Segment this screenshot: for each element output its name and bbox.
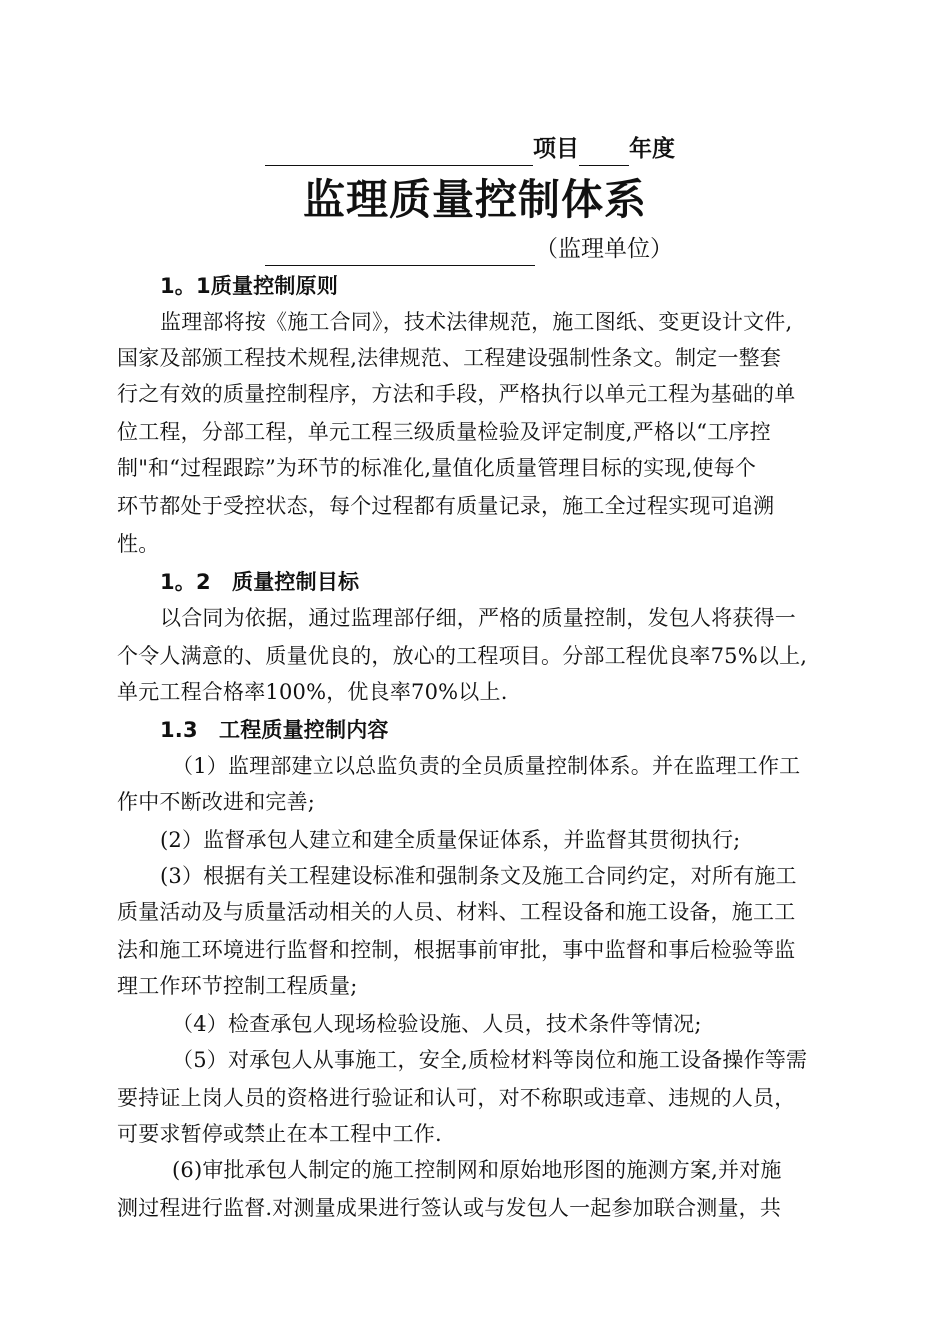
paragraph-line: 以合同为依据，通过监理部仔细，严格的质量控制，发包人将获得一 [160,606,796,630]
paragraph-line: 测过程进行监督.对测量成果进行签认或与发包人一起参加联合测量，共 [117,1196,782,1220]
paragraph-line: 性。 [117,532,160,556]
supervision-unit-line [265,232,673,266]
paragraph-line: 个令人满意的、质量优良的，放心的工程项目。分部工程优良率75%以上, [117,644,808,668]
unit-name-blank [265,239,535,266]
document-title: 监理质量控制体系 [302,175,647,224]
year-label: 年度 [629,136,675,162]
paragraph-line: 环节都处于受控状态，每个过程都有质量记录，施工全过程实现可追溯 [117,494,775,518]
paragraph-line: 可要求暂停或禁止在本工程中工作. [117,1122,442,1146]
paragraph-line: (3）根据有关工程建设标准和强制条文及施工合同约定，对所有施工 [160,864,797,888]
paragraph-line: 质量活动及与质量活动相关的人员、材料、工程设备和施工设备，施工工 [117,900,796,924]
project-name-blank [265,139,533,166]
paragraph-line: 作中不断改进和完善; [117,790,316,814]
project-label: 项目 [533,136,579,162]
paragraph-line: （4）检查承包人现场检验设施、人员，技术条件等情况; [172,1012,702,1036]
paragraph-line: 单元工程合格率100%，优良率70%以上. [117,680,508,704]
paragraph-line: （5）对承包人从事施工，安全,质检材料等岗位和施工设备操作等需 [172,1048,808,1072]
project-year-header [265,132,675,166]
paragraph-line: 国家及部颁工程技术规程,法律规范、工程建设强制性条文。制定一整套 [117,346,782,370]
paragraph-line: 理工作环节控制工程质量; [117,974,358,998]
paragraph-line: 行之有效的质量控制程序，方法和手段，严格执行以单元工程为基础的单 [117,382,796,406]
section-heading: 1.3 工程质量控制内容 [160,718,389,742]
paragraph-line: （1）监理部建立以总监负责的全员质量控制体系。并在监理工作工 [172,754,801,778]
paragraph-line: 制"和“过程跟踪”为环节的标准化,量值化质量管理目标的实现,使每个 [117,456,757,480]
year-blank [579,139,629,166]
paragraph-line: (6)审批承包人制定的施工控制网和原始地形图的施测方案,并对施 [172,1158,782,1182]
paragraph-line: 位工程，分部工程，单元工程三级质量检验及评定制度,严格以“工序控 [117,420,771,444]
section-heading: 1。2 质量控制目标 [160,570,360,594]
paragraph-line: 要持证上岗人员的资格进行验证和认可，对不称职或违章、违规的人员， [117,1086,796,1110]
paragraph-line: 法和施工环境进行监督和控制，根据事前审批，事中监督和事后检验等监 [117,938,796,962]
paragraph-line: (2）监督承包人建立和建全质量保证体系，并监督其贯彻执行; [160,828,741,852]
unit-label: （监理单位） [535,236,673,262]
paragraph-line: 监理部将按《施工合同》，技术法律规范，施工图纸、变更设计文件, [160,310,793,334]
section-heading: 1。1质量控制原则 [160,274,339,298]
